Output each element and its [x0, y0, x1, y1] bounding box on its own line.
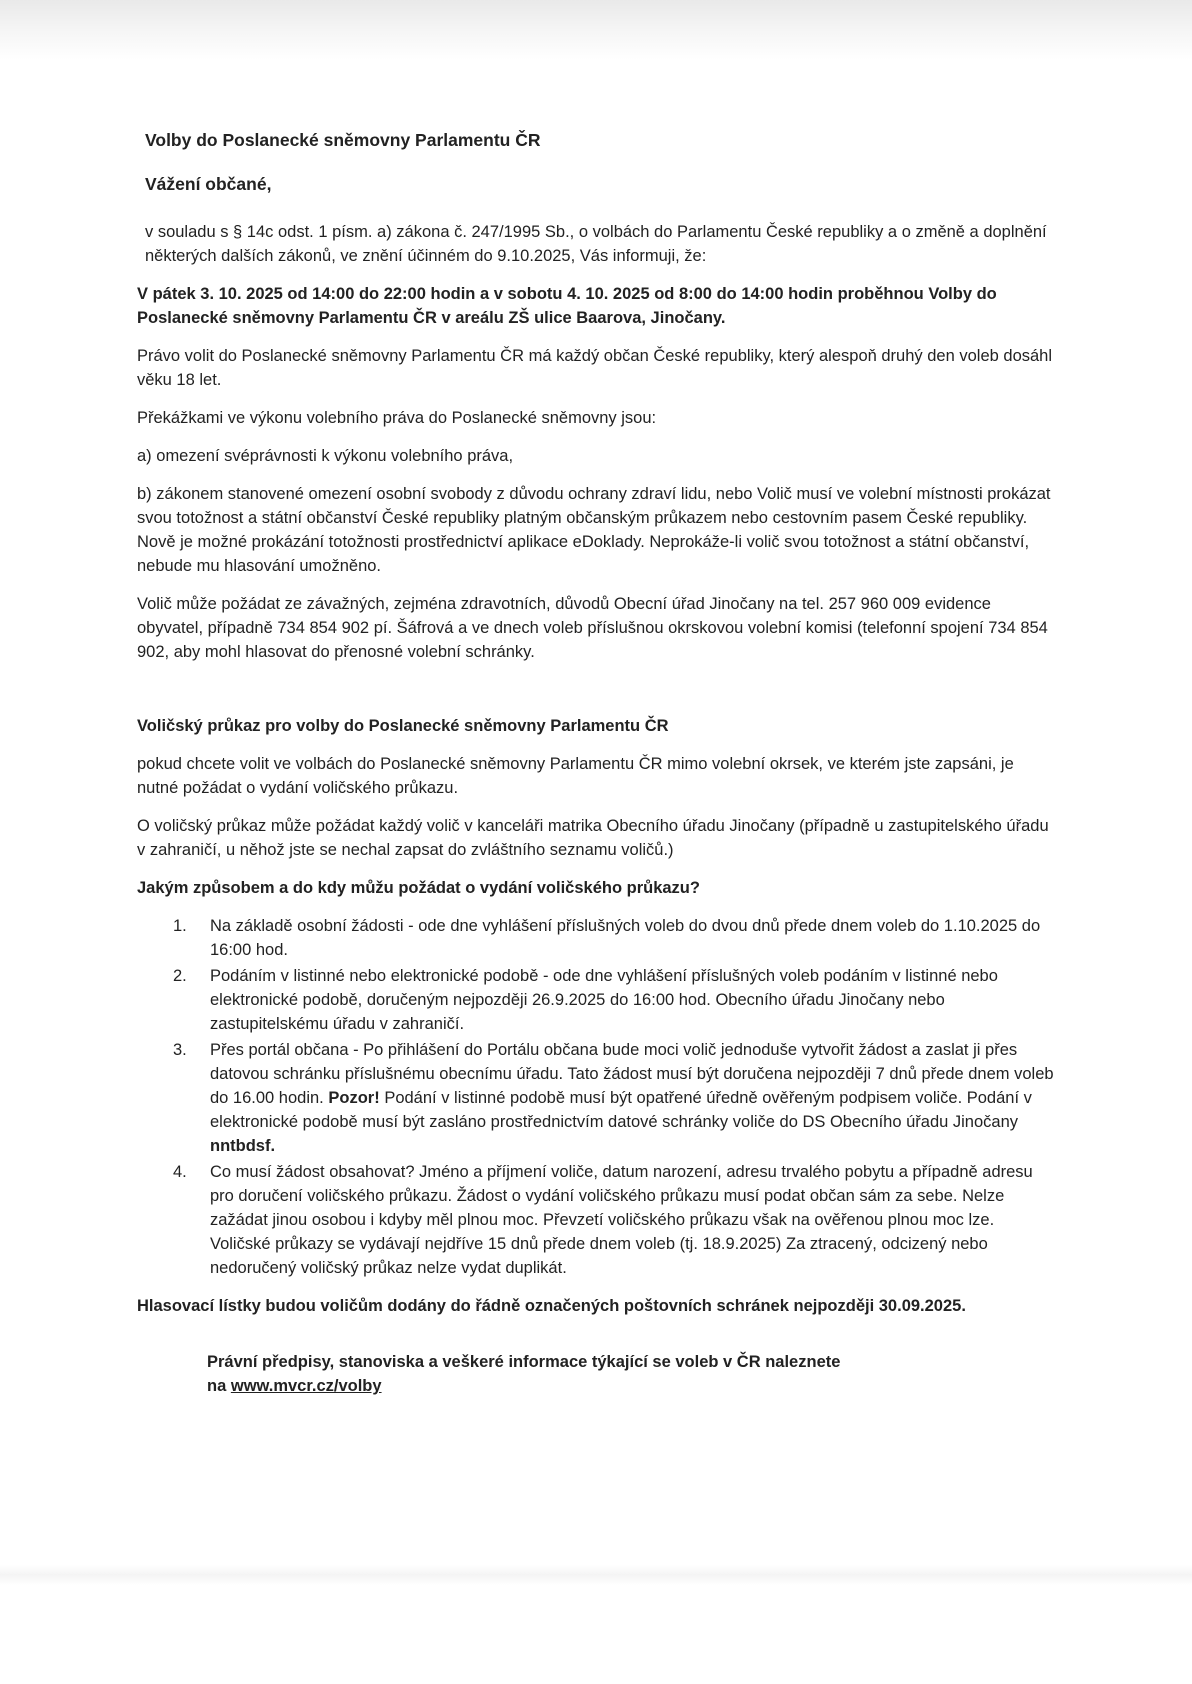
list-item [137, 914, 1057, 962]
voter-card-paragraph-1: pokud chcete volit ve volbách do Poslanecké sněmovny Parlamentu ČR mimo volební okrsek, ve kterém jste zapsáni, je nutné požádat o vydání voličského průkazu. [137, 755, 1014, 797]
voter-card-question: Jakým způsobem a do kdy můžu požádat o vydání voličského průkazu? [137, 879, 700, 897]
list-item [137, 1160, 1057, 1280]
warning-label: Pozor! [328, 1089, 380, 1107]
list-item-text: Podání v listinné podobě musí být opatřené úředně ověřeným podpisem voliče. Podání v elektronické podobě musí být zasláno prostřednictvím datové schránky voliče do DS Obecního úřadu Jinočany [210, 1089, 1032, 1131]
footer-link-line [207, 1374, 1057, 1398]
list-item [137, 964, 1057, 1036]
greeting: Vážení občané, [145, 174, 272, 194]
list-item-number: 2. [173, 967, 187, 985]
list-item-text: Podáním v listinné nebo elektronické podobě - ode dne vyhlášení příslušných voleb podáním v listinné nebo elektronické podobě, doručeným nejpozději 26.9.2025 do 16:00 hod. Obecního úřadu Jinočany nebo zastupitelskému úřadu v zahraničí. [210, 967, 998, 1033]
mvcr-volby-link[interactable]: www.mvcr.cz/volby [230, 1377, 382, 1395]
data-box-id: nntbdsf. [210, 1137, 276, 1155]
obstacle-b [137, 482, 1057, 578]
intro-paragraph: v souladu s § 14c odst. 1 písm. a) zákona č. 247/1995 Sb., o volbách do Parlamentu České republiky a o změně a doplnění některých dalších zákonů, ve znění účinném do 9.10.2025, Vás informuji, že: [145, 223, 1047, 265]
election-announcement: V pátek 3. 10. 2025 od 14:00 do 22:00 hodin a v sobotu 4. 10. 2025 od 8:00 do 14:00 hodin proběhnou Volby do Poslanecké sněmovny Parlamentu ČR v areálu ZŠ ulice Baarova, Jinočany. [137, 285, 997, 327]
list-item-text: Přes portál občana - Po přihlášení do Portálu občana bude moci volič jednoduše vytvořit žádost a zaslat ji přes datovou schránku příslušnému obecnímu úřadu. Tato žádost musí být doručena nejpozději 7 dnů přede dnem voleb do 16.00 hodin. [210, 1041, 1054, 1107]
list-item-text: Co musí žádost obsahovat? Jméno a příjmení voliče, datum narození, adresu trvalého pobytu a případně adresu pro doručení voličského průkazu. Žádost o vydání voličského průkazu musí podat občan sám za sebe. Nelze zažádat jinou osobou i kdyby měl plnou moc. Převzetí voličského průkazu však na ověřenou plnou moc lze. Voličské průkazy se vydávají nejdříve 15 dnů přede dnem voleb (tj. 18.9.2025) Za ztracený, odcizený nebo nedoručený voličský průkaz nelze vydat duplikát. [210, 1163, 1033, 1277]
footer-prefix: na [207, 1377, 227, 1395]
obstacle-a [137, 444, 1057, 468]
list-item [137, 1038, 1057, 1158]
scan-edge-bottom [0, 1565, 1192, 1585]
section-voter-card-title: Voličský průkaz pro volby do Poslanecké sněmovny Parlamentu ČR [137, 717, 669, 735]
obstacle-a-text: omezení svéprávnosti k výkonu volebního práva, [156, 447, 514, 465]
list-item-text: Na základě osobní žádosti - ode dne vyhlášení příslušných voleb do dvou dnů přede dnem voleb do 1.10.2025 do 16:00 hod. [210, 917, 1041, 959]
application-steps-list [137, 914, 1057, 1280]
obstacles-intro: Překážkami ve výkonu volebního práva do Poslanecké sněmovny jsou: [137, 409, 657, 427]
obstacle-b-label: b) [137, 485, 152, 503]
obstacle-b-text: zákonem stanovené omezení osobní svobody z důvodu ochrany zdraví lidu, nebo Volič musí ve volební místnosti prokázat svou totožnost a státní občanství České republiky platným občanským průkazem nebo cestovním pasem České republiky. Nově je možné prokázání totožnosti prostřednictví aplikace eDoklady. Neprokáže-li volič svou totožnost a státní občanství, nebude mu hlasování umožněno. [137, 485, 1051, 575]
footer-note [207, 1350, 1057, 1398]
obstacle-a-label: a) [137, 447, 152, 465]
ballots-notice: Hlasovací lístky budou voličům dodány do řádně označených poštovních schránek nejpozději 30.09.2025. [137, 1297, 966, 1315]
right-to-vote-paragraph: Právo volit do Poslanecké sněmovny Parlamentu ČR má každý občan České republiky, který alespoň druhý den voleb dosáhl věku 18 let. [137, 347, 1053, 389]
document-title: Volby do Poslanecké sněmovny Parlamentu ČR [145, 130, 541, 150]
list-item-number: 1. [173, 917, 187, 935]
footer-text: Právní předpisy, stanoviska a veškeré informace týkající se voleb v ČR naleznete [207, 1353, 841, 1371]
scan-edge-top [0, 0, 1192, 60]
list-item-number: 4. [173, 1163, 187, 1181]
list-item-number: 3. [173, 1041, 187, 1059]
portable-box-paragraph: Volič může požádat ze závažných, zejména zdravotních, důvodů Obecní úřad Jinočany na tel. 257 960 009 evidence obyvatel, případně 734 854 902 pí. Šáfrová a ve dnech voleb příslušnou okrskovou volební komisi (telefonní spojení 734 854 902, aby mohl hlasovat do přenosné volební schránky. [137, 595, 1048, 661]
voter-card-paragraph-2: O voličský průkaz může požádat každý volič v kanceláři matrika Obecního úřadu Jinočany (případně u zastupitelského úřadu v zahraničí, u něhož jste se nechal zapsat do zvláštního seznamu voličů.) [137, 817, 1049, 859]
document-page [137, 128, 1057, 1398]
